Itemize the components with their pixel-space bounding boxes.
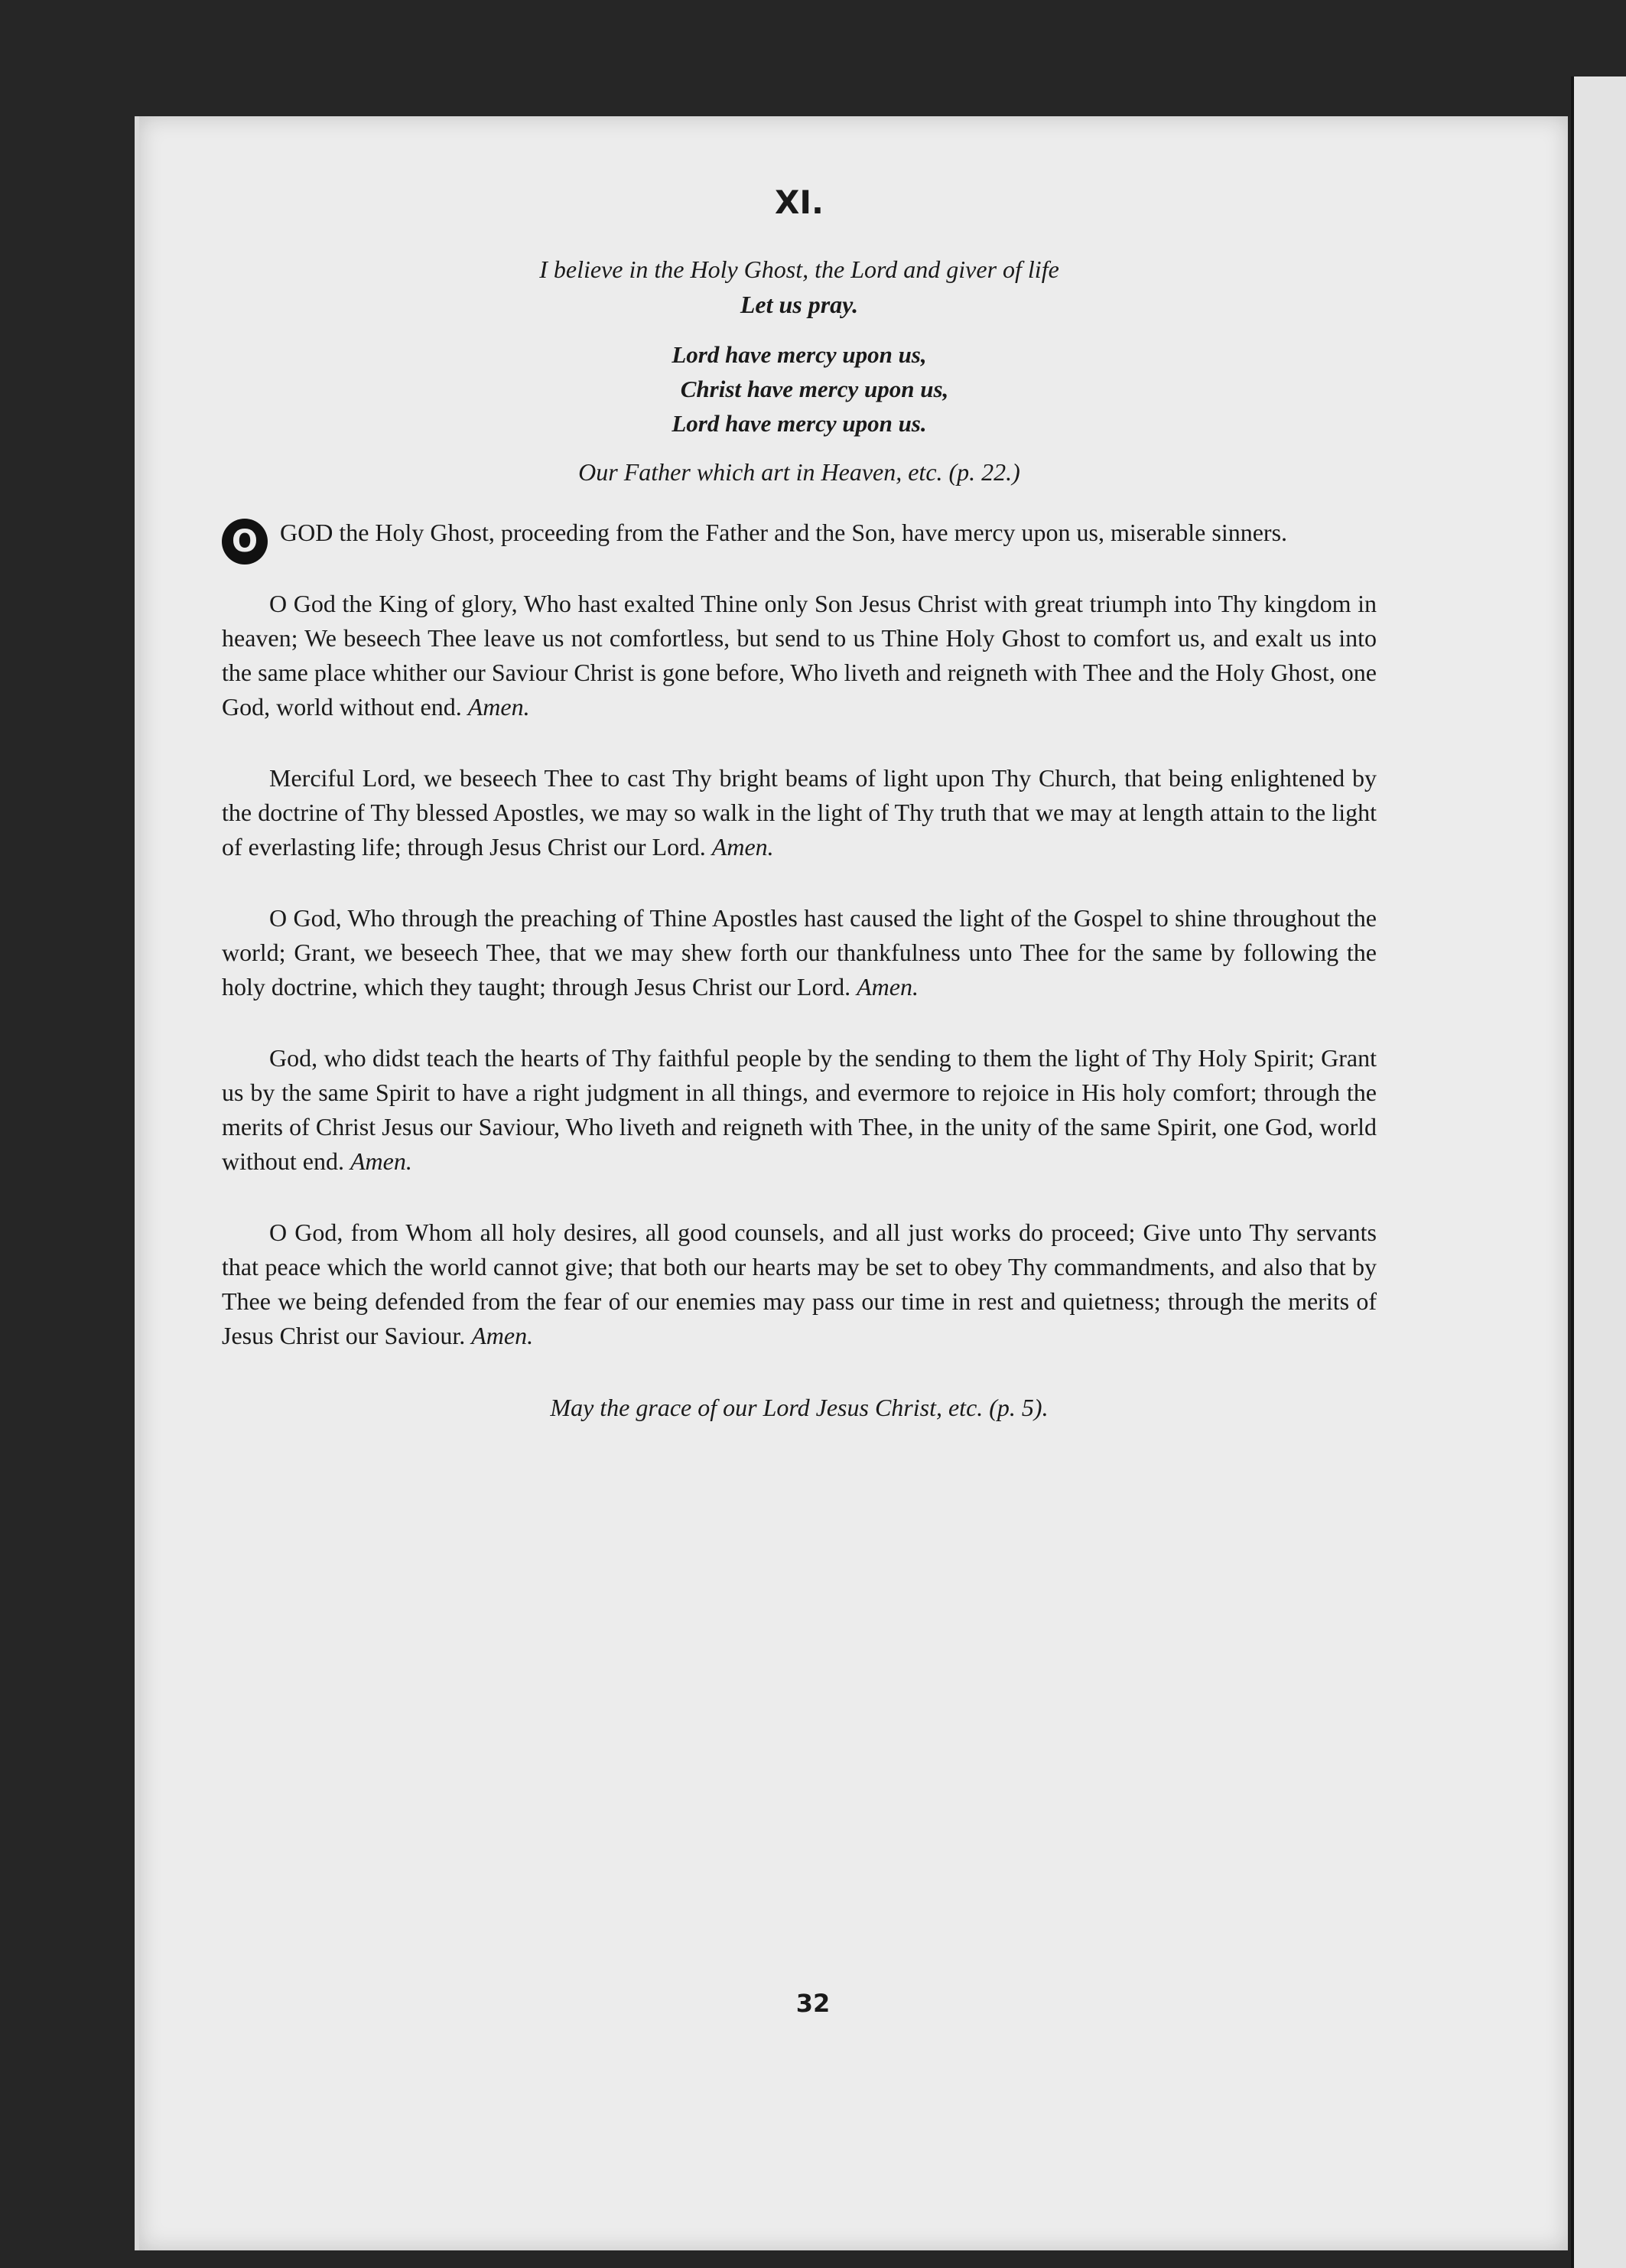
page-content — [222, 184, 1377, 1450]
paragraph-text: O God, from Whom all holy desires, all good counsels, and all just works do proceed; Give unto Thy servants that peace which the world cannot give; that both our hearts may be set to obey Thy commandments, and also that by Thee we being defended from the fear of our enemies may pass our time in rest and quietness; through the merits of Jesus Christ our Saviour. — [222, 1219, 1377, 1349]
versicle-3: Lord have mercy upon us. — [672, 410, 927, 437]
facing-page-edge — [1571, 76, 1626, 2268]
paragraph-2 — [222, 587, 1377, 724]
dropcap-icon: O — [222, 519, 268, 565]
amen: Amen. — [711, 833, 774, 861]
paragraph-text: GOD the Holy Ghost, proceeding from the Father and the Son, have mercy upon us, miserable sinners. — [280, 519, 1288, 546]
page-number: 32 — [795, 1989, 831, 2018]
paragraph-5 — [222, 1041, 1377, 1179]
versicle-1: Lord have mercy upon us, — [672, 341, 927, 368]
amen: Amen. — [467, 693, 530, 721]
our-father-reference: Our Father which art in Heaven, etc. (p. 22.) — [578, 458, 1020, 486]
paragraph-text: O God the King of glory, Who hast exalted Thine only Son Jesus Christ with great triumph into Thy kingdom in heaven; We beseech Thee leave us not comfortless, but send to us Thine Holy Ghost to comfort us, and exalt us into the same place whither our Saviour Christ is gone before, Who liveth and reigneth with Thee and the Holy Ghost, one God, world without end. — [222, 590, 1377, 721]
section-heading: XI. — [775, 184, 824, 221]
let-us-pray: Let us pray. — [740, 291, 859, 318]
creed-line: I believe in the Holy Ghost, the Lord and giver of life — [539, 255, 1059, 283]
paragraph-text: God, who didst teach the hearts of Thy faithful people by the sending to them the light of Thy Holy Spirit; Grant us by the same Spirit to have a right judgment in all things, and evermore to rejoice in His holy comfort; through the merits of Christ Jesus our Saviour, Who liveth and reigneth with Thee, in the unity of the same Spirit, one God, world without end. — [222, 1044, 1377, 1175]
versicles — [222, 337, 1377, 441]
paragraph-text: O God, Who through the preaching of Thine Apostles hast caused the light of the Gospel to shine throughout the world; Grant, we beseech Thee, that we may shew forth our thankfulness unto Thee for the same by following the holy doctrine, which they taught; through Jesus Christ our Lord. — [222, 904, 1377, 1001]
amen: Amen. — [857, 973, 919, 1001]
paragraph-4 — [222, 901, 1377, 1004]
paragraph-6 — [222, 1215, 1377, 1353]
versicle-2: Christ have mercy upon us, — [680, 376, 949, 402]
paragraph-1 — [222, 516, 1377, 559]
closing-reference: May the grace of our Lord Jesus Christ, etc. (p. 5). — [550, 1394, 1049, 1421]
amen: Amen. — [471, 1322, 534, 1349]
paragraph-3 — [222, 761, 1377, 864]
paragraph-text: Merciful Lord, we beseech Thee to cast Thy bright beams of light upon Thy Church, that being enlightened by the doctrine of Thy blessed Apostles, we may so walk in the light of Thy truth that we may at length attain to the light of everlasting life; through Jesus Christ our Lord. — [222, 764, 1377, 861]
amen: Amen. — [350, 1147, 412, 1175]
